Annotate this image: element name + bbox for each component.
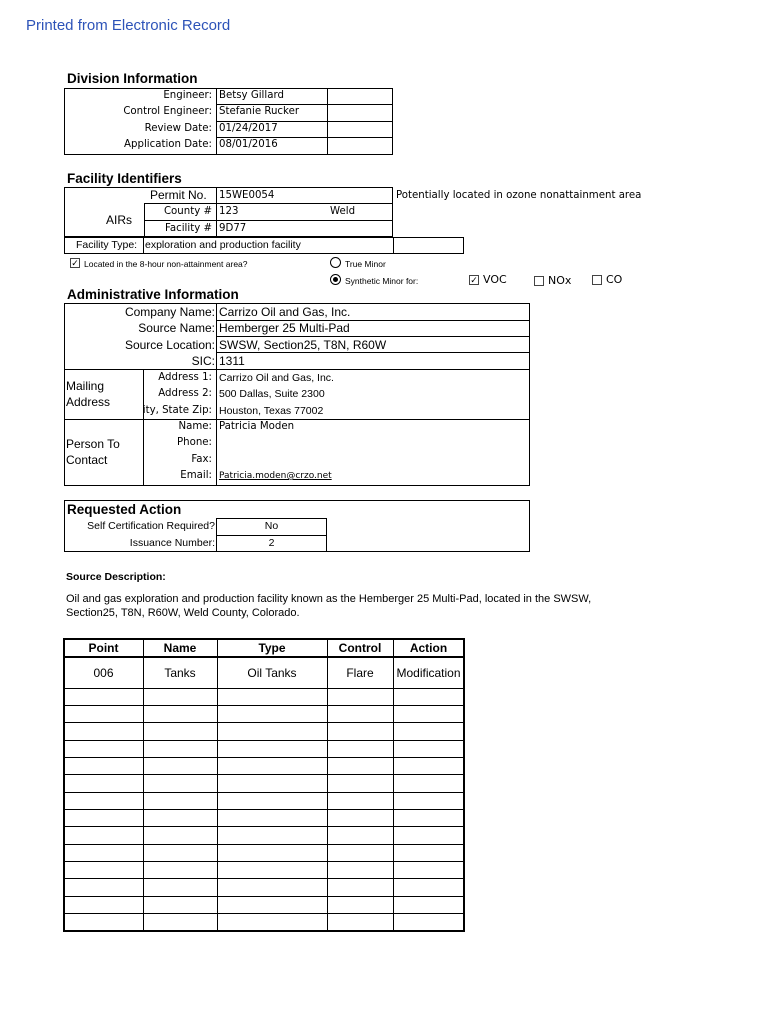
table-cell-type: Oil Tanks — [247, 666, 297, 680]
self-cert-value: No — [264, 520, 279, 532]
col-header-type: Type — [258, 641, 286, 655]
table-cell-name: Tanks — [164, 666, 196, 680]
printed-notice: Printed from Electronic Record — [26, 17, 231, 34]
mailing-label: Mailing — [66, 379, 105, 393]
facility-number-value: 9D77 — [219, 223, 247, 234]
review-date-value: 01/24/2017 — [219, 123, 278, 134]
facility-number-label: Facility # — [164, 223, 212, 234]
address2-label: Address 2: — [158, 388, 212, 399]
table-cell-action: Modification — [396, 666, 461, 680]
true-minor-radio[interactable] — [330, 257, 341, 268]
division-title: Division Information — [67, 71, 198, 86]
co-label: CO — [606, 273, 623, 286]
phone-label: Phone: — [177, 437, 212, 448]
facility-title: Facility Identifiers — [67, 171, 182, 186]
points-table — [63, 638, 465, 932]
col-header-point: Point — [88, 641, 119, 655]
company-name-value: Carrizo Oil and Gas, Inc. — [219, 305, 351, 319]
voc-checkbox[interactable]: ✓ — [470, 275, 478, 285]
engineer-value: Betsy Gillard — [219, 90, 284, 101]
admin-title: Administrative Information — [67, 287, 239, 302]
fax-label: Fax: — [191, 454, 212, 465]
permit-value: 15WE0054 — [219, 190, 275, 201]
nox-label: NOx — [548, 274, 572, 287]
col-header-action: Action — [409, 641, 448, 655]
voc-label: VOC — [483, 273, 507, 286]
address1-value: Carrizo Oil and Gas, Inc. — [219, 372, 334, 384]
contact-name-label: Name: — [178, 421, 212, 432]
email-label: Email: — [180, 470, 212, 481]
control-engineer-value: Stefanie Rucker — [219, 106, 300, 117]
self-cert-label: Self Certification Required? — [87, 520, 215, 532]
person-to-label: Person To — [66, 437, 120, 451]
facility-type-value: exploration and production facility — [145, 239, 301, 251]
ozone-note: Potentially located in ozone nonattainment area — [396, 190, 642, 201]
application-date-value: 08/01/2016 — [219, 139, 278, 150]
issuance-number-value: 2 — [268, 537, 275, 549]
co-checkbox[interactable] — [592, 275, 602, 285]
col-header-control: Control — [338, 641, 382, 655]
county-value: 123 — [219, 206, 239, 217]
synthetic-minor-label: Synthetic Minor for: — [345, 276, 419, 286]
city-state-zip-value: Houston, Texas 77002 — [219, 405, 324, 417]
county-label: County # — [163, 206, 212, 217]
issuance-number-label: Issuance Number: — [129, 537, 215, 549]
source-location-label: Source Location: — [124, 338, 215, 352]
nonattainment-label: Located in the 8-hour non-attainment area? — [84, 259, 248, 269]
source-description-title: Source Description: — [66, 571, 166, 583]
nonattainment-checkbox[interactable]: ✓ — [71, 258, 79, 268]
source-location-value: SWSW, Section25, T8N, R60W — [219, 338, 387, 352]
airs-label: AIRs — [106, 213, 133, 227]
address2-value: 500 Dallas, Suite 2300 — [219, 388, 325, 400]
contact-label: Contact — [66, 453, 108, 467]
source-description-line1: Oil and gas exploration and production facility known as the Hemberger 25 Multi-Pad, located in the SWSW, — [66, 593, 592, 605]
true-minor-label: True Minor — [345, 259, 386, 269]
application-date-label: Application Date: — [124, 139, 212, 150]
source-name-label: Source Name: — [138, 321, 215, 335]
engineer-label: Engineer: — [163, 90, 212, 101]
requested-action-title: Requested Action — [67, 502, 182, 517]
county-name: Weld — [330, 206, 356, 217]
address-label: Address — [66, 395, 111, 409]
table-cell-control: Flare — [346, 666, 374, 680]
control-engineer-label: Control Engineer: — [123, 106, 212, 117]
nox-checkbox[interactable] — [534, 276, 544, 286]
source-name-value: Hemberger 25 Multi-Pad — [219, 321, 350, 335]
email-link[interactable]: Patricia.moden@crzo.net — [219, 471, 332, 481]
review-date-label: Review Date: — [144, 123, 212, 134]
synthetic-minor-radio[interactable] — [330, 274, 341, 285]
facility-type-label: Facility Type: — [76, 239, 138, 251]
address1-label: Address 1: — [158, 372, 212, 383]
col-header-name: Name — [163, 641, 197, 655]
sic-value: 1311 — [219, 354, 245, 368]
contact-name-value: Patricia Moden — [219, 421, 295, 432]
sic-label: SIC: — [191, 354, 215, 368]
permit-label: Permit No. — [150, 188, 207, 202]
table-cell-point: 006 — [93, 666, 114, 680]
source-description-line2: Section25, T8N, R60W, Weld County, Colorado. — [66, 607, 300, 619]
city-state-zip-label: ity, State Zip: — [142, 405, 212, 416]
company-name-label: Company Name: — [124, 305, 215, 319]
